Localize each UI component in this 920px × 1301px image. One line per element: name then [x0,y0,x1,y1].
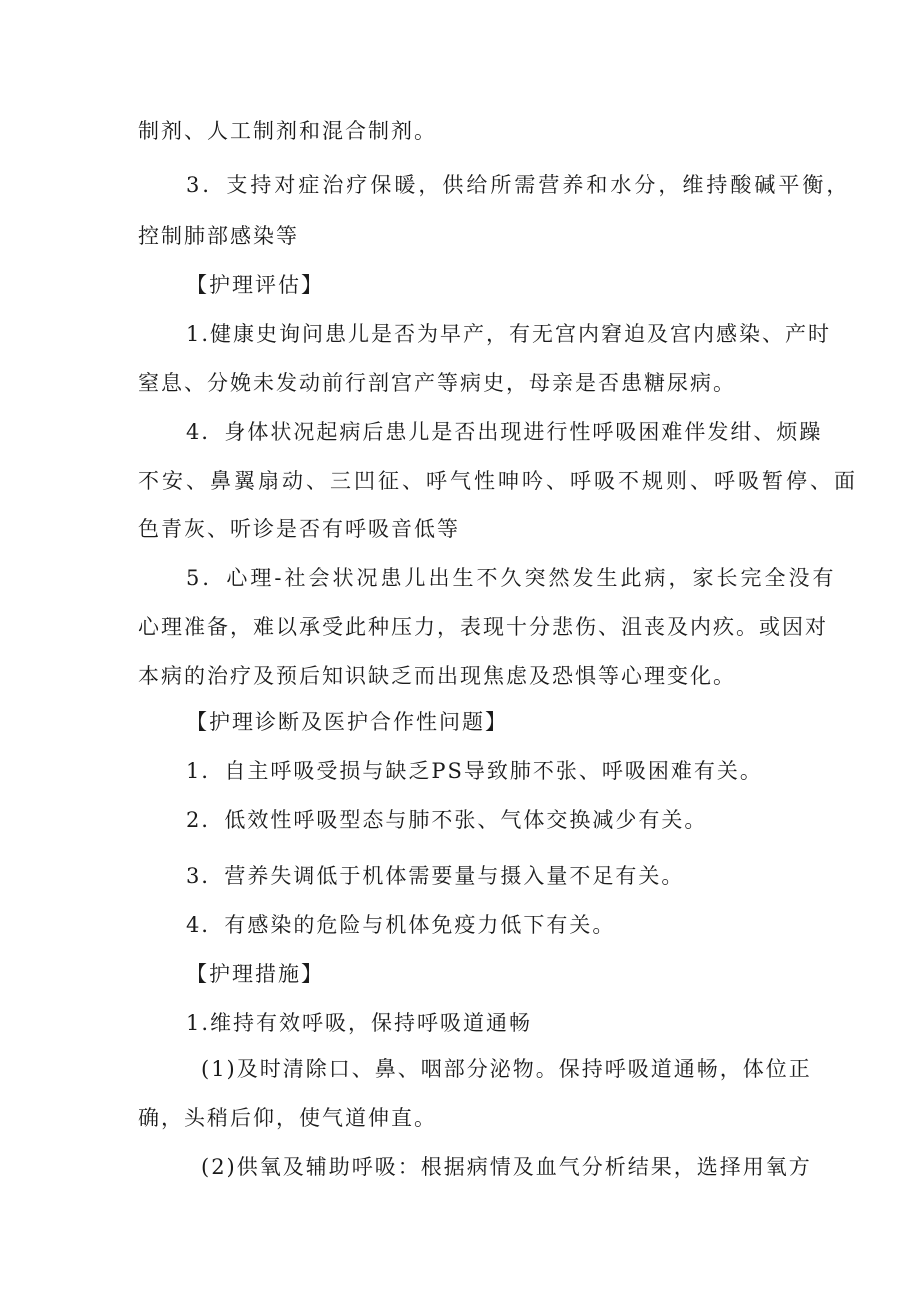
text-line: 1．自主呼吸受损与缺乏PS导致肺不张、呼吸困难有关。 [186,759,763,783]
text-line: 色青灰、听诊是否有呼吸音低等 [138,517,460,541]
section-heading: 【护理措施】 [186,962,324,986]
text-line: 3．营养失调低于机体需要量与摄入量不足有关。 [186,864,685,888]
text-line: 1.健康史询问患儿是否为早产，有无宫内窘迫及宫内感染、产时 [186,322,832,346]
text-line: (2)供氧及辅助呼吸：根据病情及血气分析结果，选择用氧方 [201,1155,812,1179]
section-heading: 【护理诊断及医护合作性问题】 [186,710,508,734]
text-line: 心理准备，难以承受此种压力，表现十分悲伤、沮丧及内疚。或因对 [138,615,828,639]
text-line: 确，头稍后仰，使气道伸直。 [138,1106,437,1130]
text-line: 制剂、人工制剂和混合制剂。 [138,119,437,143]
section-heading: 【护理评估】 [186,273,324,297]
text-line: 4．有感染的危险与机体免疫力低下有关。 [186,913,616,937]
text-line: 控制肺部感染等 [138,224,299,248]
text-line: 本病的治疗及预后知识缺乏而出现焦虑及恐惧等心理变化。 [138,664,736,688]
text-line: (1)及时清除口、鼻、咽部分泌物。保持呼吸道通畅，体位正 [201,1057,812,1081]
text-line: 不安、鼻翼扇动、三凹征、呼气性呻吟、呼吸不规则、呼吸暂停、面 [138,469,858,493]
text-line: 2．低效性呼吸型态与肺不张、气体交换减少有关。 [186,808,708,832]
text-line: 4．身体状况起病后患儿是否出现进行性呼吸困难伴发绀、烦躁 [186,420,823,444]
text-line: 窒息、分娩未发动前行剖宫产等病史，母亲是否患糖尿病。 [138,371,736,395]
text-line: 1.维持有效呼吸，保持呼吸道通畅 [186,1011,533,1035]
text-line: 5．心理-社会状况患儿出生不久突然发生此病，家长完全没有 [186,566,837,590]
text-line: 3．支持对症治疗保暖，供给所需营养和水分，维持酸碱平衡， [186,173,851,197]
